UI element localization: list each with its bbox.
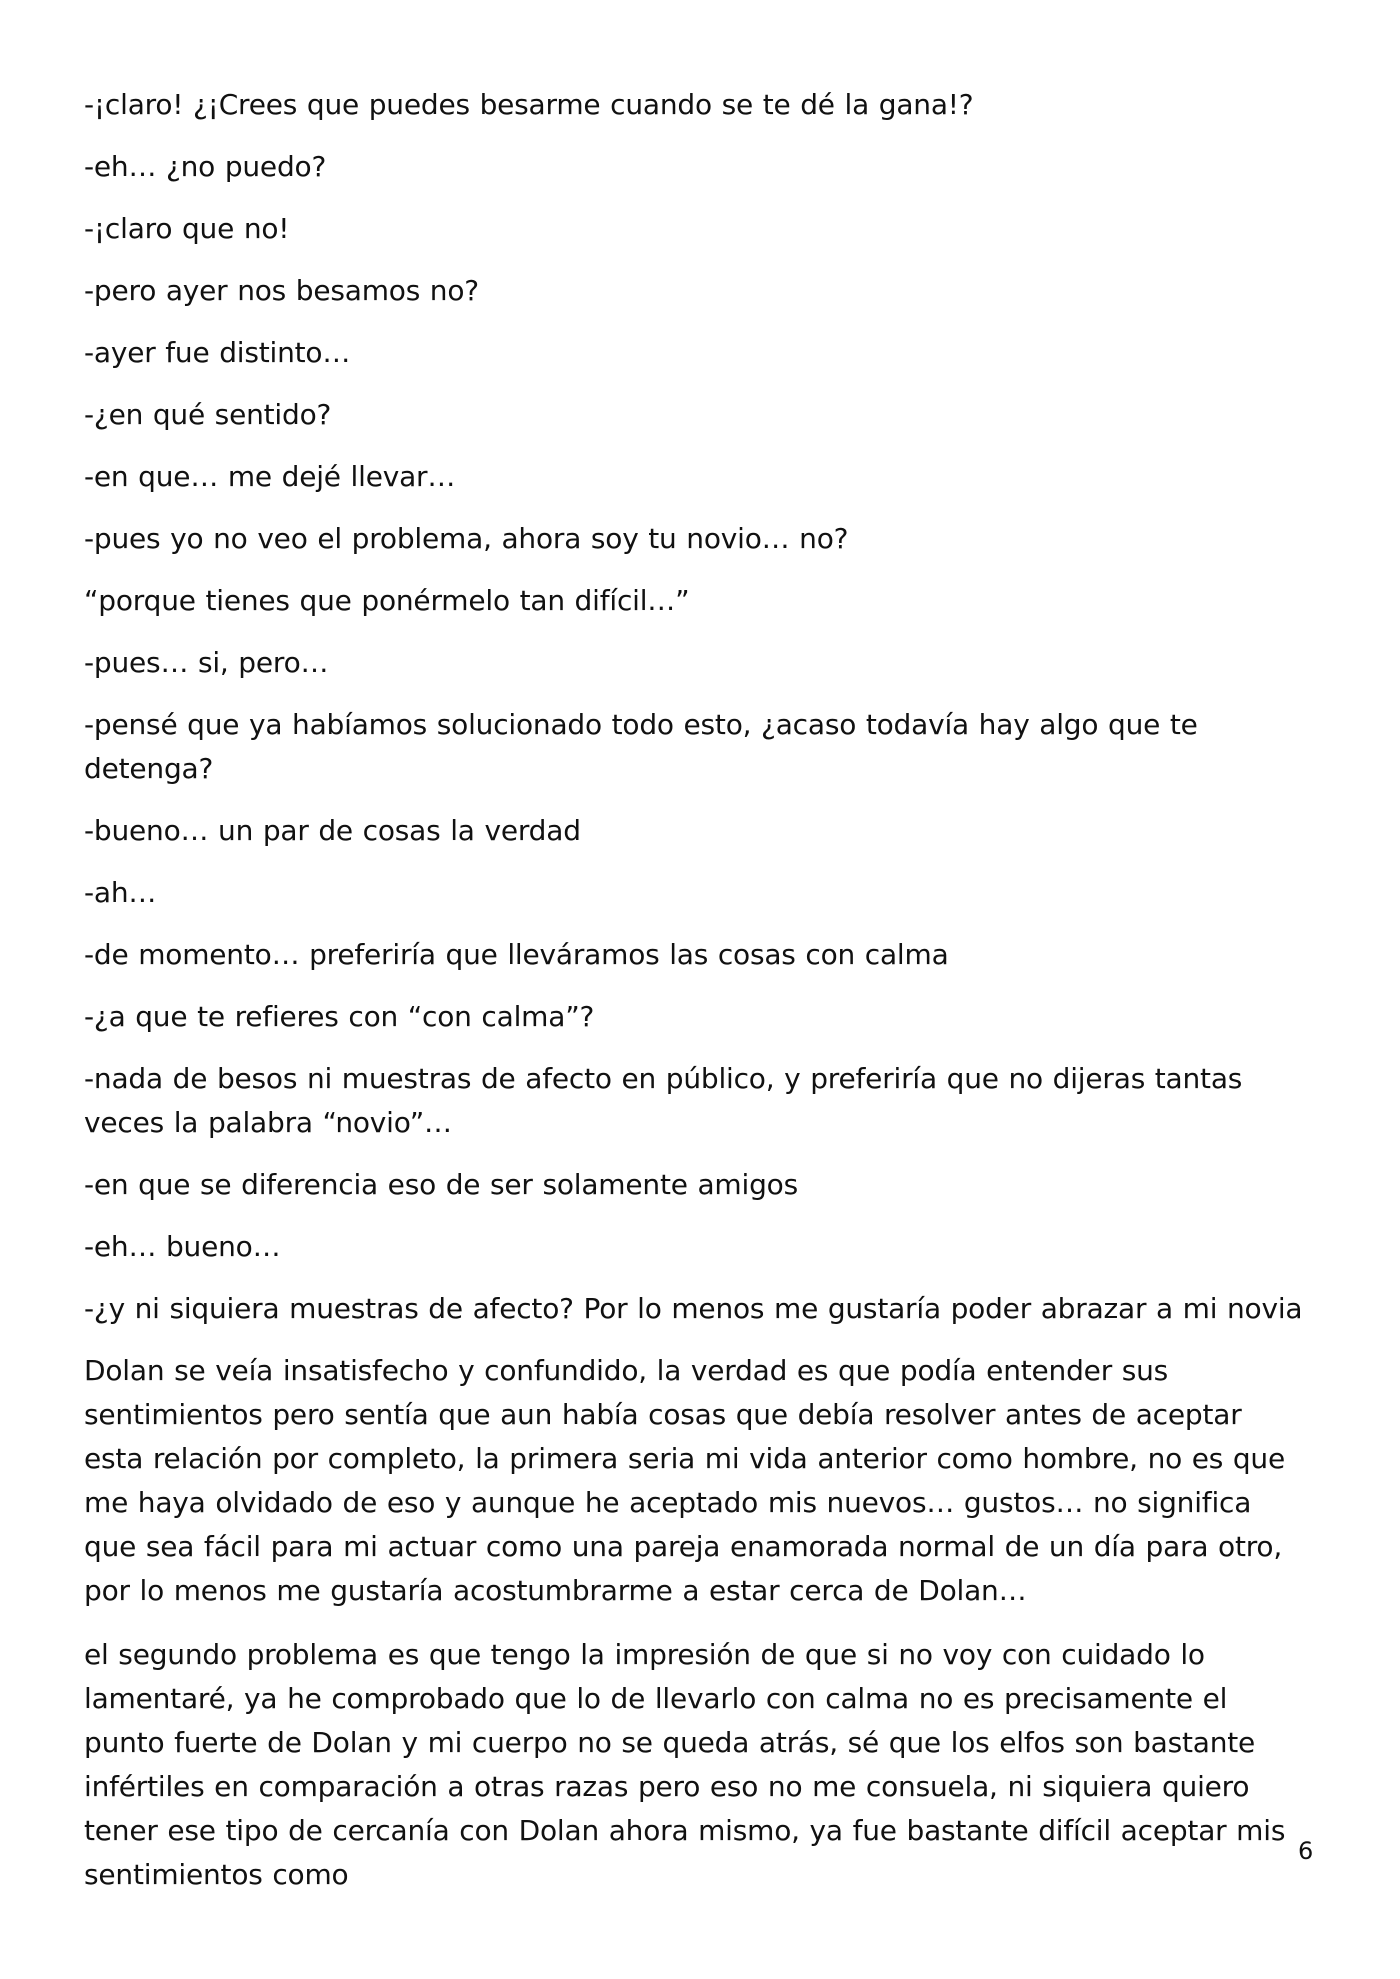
dialogue-line: -eh… bueno… (84, 1230, 281, 1263)
dialogue-line: -¡claro! ¿¡Crees que puedes besarme cuando se te dé la gana!? (84, 88, 974, 121)
dialogue-line: -pero ayer nos besamos no? (84, 274, 479, 307)
dialogue-line: -¿en qué sentido? (84, 398, 332, 431)
dialogue-line: -eh… ¿no puedo? (84, 150, 327, 183)
dialogue-line: -en que se diferencia eso de ser solamente amigos (84, 1168, 798, 1201)
dialogue-line: -nada de besos ni muestras de afecto en público, y preferiría que no dijeras tantas veces la palabra “novio”… (84, 1062, 1243, 1139)
dialogue-line: -pues… si, pero… (84, 646, 329, 679)
thought-line: “porque tienes que ponérmelo tan difícil…” (84, 584, 690, 617)
dialogue-line: -¿a que te refieres con “con calma”? (84, 1000, 595, 1033)
dialogue-line: -¡claro que no! (84, 212, 290, 245)
dialogue-line: -de momento… preferiría que lleváramos las cosas con calma (84, 938, 949, 971)
dialogue-line: -¿y ni siquiera muestras de afecto? Por lo menos me gustaría poder abrazar a mi novia (84, 1292, 1303, 1325)
dialogue-line: -ah… (84, 876, 157, 909)
dialogue-line: -bueno… un par de cosas la verdad (84, 814, 581, 847)
dialogue-line: -pues yo no veo el problema, ahora soy tu novio… no? (84, 522, 849, 555)
narrative-paragraph: Dolan se veía insatisfecho y confundido, la verdad es que podía entender sus sentimientos pero sentía que aun había cosas que debía resolver antes de aceptar esta relación por completo, la primera seria mi vida anterior como hombre, no es que me haya olvidado de eso y aunque he aceptado mis nuevos… gustos… no significa que sea fácil para mi actuar como una pareja enamorada normal de un día para otro, por lo menos me gustaría acostumbrarme a estar cerca de Dolan… (84, 1354, 1286, 1607)
page-body (84, 83, 1304, 1897)
dialogue-line: -ayer fue distinto… (84, 336, 351, 369)
dialogue-line: -en que… me dejé llevar… (84, 460, 456, 493)
dialogue-line: -pensé que ya habíamos solucionado todo esto, ¿acaso todavía hay algo que te detenga? (84, 708, 1198, 785)
page-number: 6 (1298, 1837, 1314, 1865)
narrative-paragraph: el segundo problema es que tengo la impresión de que si no voy con cuidado lo lamentaré, ya he comprobado que lo de llevarlo con calma no es precisamente el punto fuerte de Dolan y mi cuerpo no se queda atrás, sé que los elfos son bastante infértiles en comparación a otras razas pero eso no me consuela, ni siquiera quiero tener ese tipo de cercanía con Dolan ahora mismo, ya fue bastante difícil aceptar mis sentimientos como (84, 1638, 1286, 1891)
